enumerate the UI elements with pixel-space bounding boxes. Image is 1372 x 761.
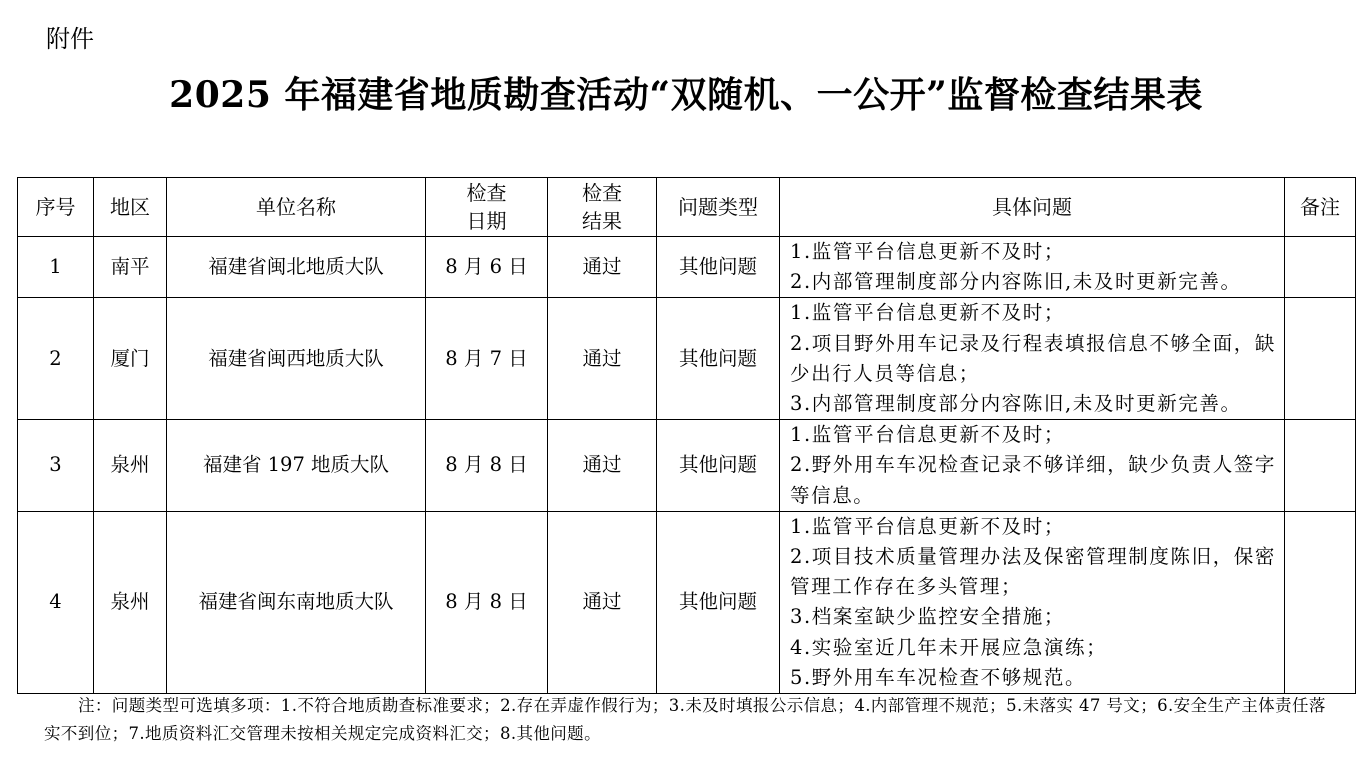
header-check-date-line2: 日期 <box>466 209 507 233</box>
cell-remark <box>1285 237 1356 298</box>
issue-item: 3.档案室缺少监控安全措施； <box>790 605 1066 629</box>
table-header-row <box>18 178 1356 237</box>
cell-specific-issues <box>780 298 1285 420</box>
header-issue-type: 问题类型 <box>657 178 780 237</box>
cell-region: 泉州 <box>94 511 167 693</box>
cell-region: 厦门 <box>94 298 167 420</box>
issue-item: 2.项目野外用车记录及行程表填报信息不够全面，缺少出行人员等信息； <box>790 331 1277 385</box>
cell-issue-type: 其他问题 <box>657 420 780 512</box>
issue-item: 1.监管平台信息更新不及时； <box>790 240 1066 263</box>
header-check-date-line1: 检查 <box>466 181 507 205</box>
cell-unit-name: 福建省闽北地质大队 <box>167 237 426 298</box>
cell-specific-issues <box>780 420 1285 512</box>
header-remark: 备注 <box>1285 178 1356 237</box>
cell-check-date: 8 月 6 日 <box>426 237 548 298</box>
cell-check-result: 通过 <box>548 420 657 512</box>
cell-region: 南平 <box>94 237 167 298</box>
cell-seq: 1 <box>18 237 94 298</box>
cell-check-result: 通过 <box>548 511 657 693</box>
issue-item: 1.监管平台信息更新不及时； <box>790 301 1066 325</box>
table-row <box>18 511 1356 693</box>
cell-check-result: 通过 <box>548 298 657 420</box>
issue-item: 1.监管平台信息更新不及时； <box>790 514 1066 538</box>
issue-item: 2.内部管理制度部分内容陈旧,未及时更新完善。 <box>790 270 1242 294</box>
cell-seq: 2 <box>18 298 94 420</box>
issue-item: 2.项目技术质量管理办法及保密管理制度陈旧，保密管理工作存在多头管理； <box>790 545 1277 599</box>
issue-item: 5.野外用车车况检查不够规范。 <box>790 665 1087 689</box>
cell-check-result: 通过 <box>548 237 657 298</box>
cell-check-date: 8 月 7 日 <box>426 298 548 420</box>
issue-item: 4.实验室近几年未开展应急演练； <box>790 635 1108 659</box>
issue-item: 2.野外用车车况检查记录不够详细，缺少负责人签字等信息。 <box>790 453 1277 507</box>
footnote: 注：问题类型可选填多项：1.不符合地质勘查标准要求；2.存在弄虚作假行为；3.未及时填报公示信息；4.内部管理不规范；5.未落实 47 号文；6.安全生产主体责任落实不到位；7.地质资料汇交管理未按相关规定完成资料汇交；8.其他问题。 <box>44 696 1326 743</box>
header-seq: 序号 <box>18 178 94 237</box>
cell-seq: 3 <box>18 420 94 512</box>
cell-remark <box>1285 420 1356 512</box>
cell-unit-name: 福建省 197 地质大队 <box>167 420 426 512</box>
cell-region: 泉州 <box>94 420 167 512</box>
issue-item: 3.内部管理制度部分内容陈旧,未及时更新完善。 <box>790 392 1242 416</box>
cell-unit-name: 福建省闽东南地质大队 <box>167 511 426 693</box>
cell-seq: 4 <box>18 511 94 693</box>
table-row <box>18 298 1356 420</box>
header-region: 地区 <box>94 178 167 237</box>
cell-issue-type: 其他问题 <box>657 298 780 420</box>
inspection-results-table <box>17 177 1356 694</box>
header-check-result-line1: 检查 <box>582 181 622 205</box>
cell-issue-type: 其他问题 <box>657 511 780 693</box>
header-unit-name: 单位名称 <box>167 178 426 237</box>
cell-remark <box>1285 511 1356 693</box>
header-specific-issues: 具体问题 <box>780 178 1285 237</box>
header-check-result <box>548 178 657 237</box>
attachment-label: 附件 <box>46 25 94 53</box>
cell-check-date: 8 月 8 日 <box>426 511 548 693</box>
issue-item: 1.监管平台信息更新不及时； <box>790 423 1066 447</box>
cell-issue-type: 其他问题 <box>657 237 780 298</box>
table-row <box>18 237 1356 298</box>
cell-check-date: 8 月 8 日 <box>426 420 548 512</box>
cell-specific-issues <box>780 237 1285 298</box>
table-row <box>18 420 1356 512</box>
cell-unit-name: 福建省闽西地质大队 <box>167 298 426 420</box>
header-check-result-line2: 结果 <box>582 209 622 233</box>
document-title: 2025 年福建省地质勘查活动“双随机、一公开”监督检查结果表 <box>169 74 1203 116</box>
header-check-date <box>426 178 548 237</box>
cell-specific-issues <box>780 511 1285 693</box>
cell-remark <box>1285 298 1356 420</box>
